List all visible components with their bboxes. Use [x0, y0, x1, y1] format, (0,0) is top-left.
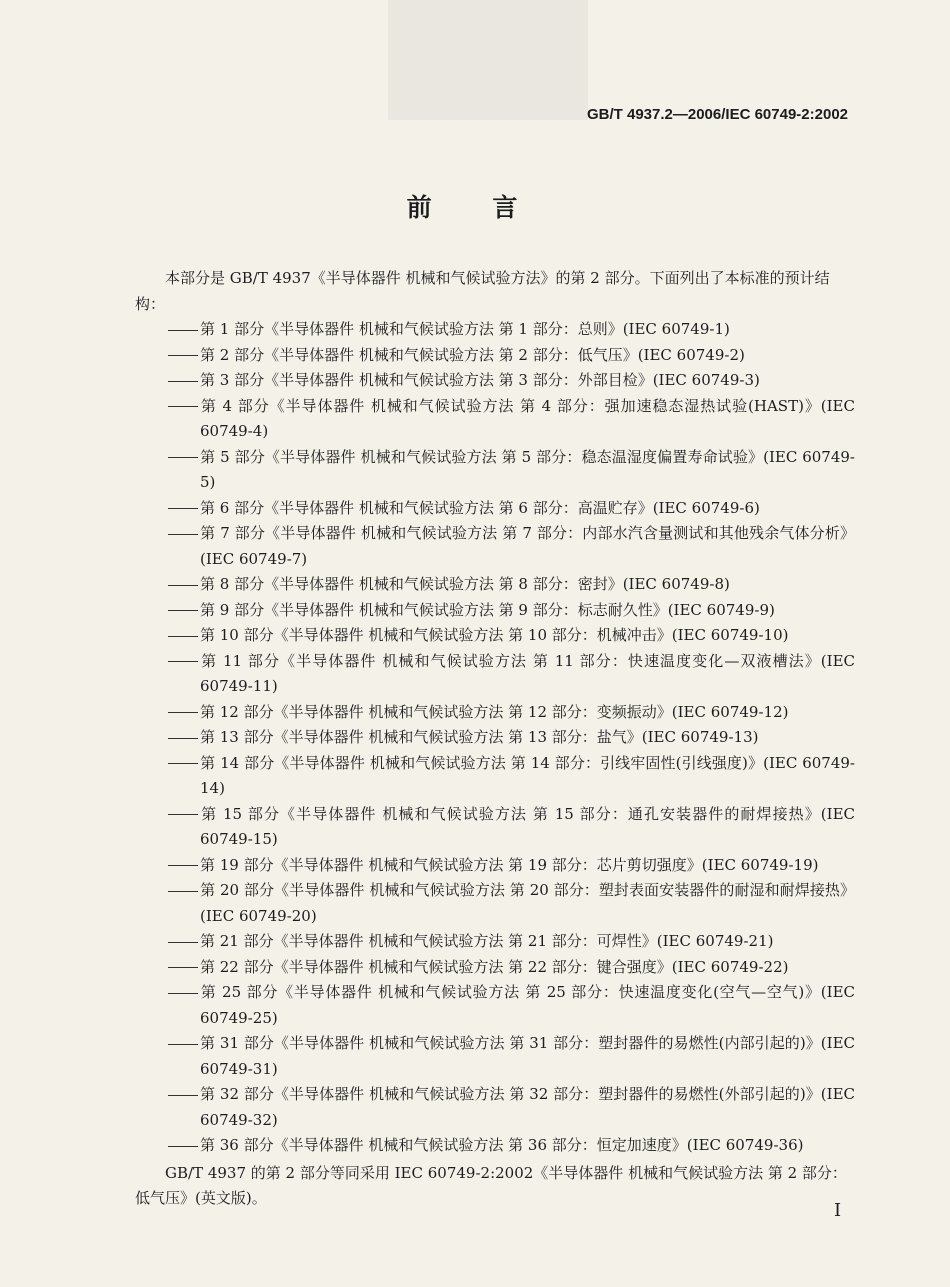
intro-paragraph: 本部分是 GB/T 4937《半导体器件 机械和气候试验方法》的第 2 部分。下面列出了本标准的预计结构：	[135, 269, 830, 313]
list-item-text: 第 5 部分《半导体器件 机械和气候试验方法 第 5 部分：稳态温湿度偏置寿命试验》(IEC 60749-5)	[200, 447, 855, 491]
dash-marker	[168, 1133, 200, 1159]
list-item	[135, 623, 855, 649]
dash-marker	[168, 751, 200, 777]
list-item-text: 第 2 部分《半导体器件 机械和气候试验方法 第 2 部分：低气压》(IEC 60749-2)	[200, 345, 745, 364]
dash-marker	[168, 649, 200, 675]
list-item	[135, 343, 855, 369]
list-item-text: 第 14 部分《半导体器件 机械和气候试验方法 第 14 部分：引线牢固性(引线强度)》(IEC 60749-14)	[200, 753, 855, 797]
dash-marker	[168, 368, 200, 394]
list-item-text: 第 6 部分《半导体器件 机械和气候试验方法 第 6 部分：高温贮存》(IEC 60749-6)	[200, 498, 760, 517]
dash-marker	[168, 929, 200, 955]
list-item	[135, 649, 855, 700]
list-item	[135, 1082, 855, 1133]
list-item	[135, 1031, 855, 1082]
dash-marker	[168, 572, 200, 598]
list-item-text: 第 9 部分《半导体器件 机械和气候试验方法 第 9 部分：标志耐久性》(IEC 60749-9)	[200, 600, 775, 619]
list-item-text: 第 13 部分《半导体器件 机械和气候试验方法 第 13 部分：盐气》(IEC 60749-13)	[200, 728, 759, 746]
list-item-text: 第 10 部分《半导体器件 机械和气候试验方法 第 10 部分：机械冲击》(IEC 60749-10)	[200, 626, 789, 644]
list-item-text: 第 1 部分《半导体器件 机械和气候试验方法 第 1 部分：总则》(IEC 60749-1)	[200, 320, 730, 338]
list-item-text: 第 21 部分《半导体器件 机械和气候试验方法 第 21 部分：可焊性》(IEC 60749-21)	[200, 932, 774, 950]
list-item-text: 第 25 部分《半导体器件 机械和气候试验方法 第 25 部分：快速温度变化(空气—空气)》(IEC 60749-25)	[200, 983, 855, 1027]
parts-list	[135, 317, 855, 1159]
list-item	[135, 598, 855, 624]
list-item	[135, 700, 855, 726]
dash-marker	[168, 343, 200, 369]
list-item-text: 第 4 部分《半导体器件 机械和气候试验方法 第 4 部分：强加速稳态湿热试验(HAST)》(IEC 60749-4)	[200, 396, 855, 440]
list-item-text: 第 36 部分《半导体器件 机械和气候试验方法 第 36 部分：恒定加速度》(IEC 60749-36)	[200, 1136, 804, 1154]
list-item	[135, 394, 855, 445]
dash-marker	[168, 394, 200, 420]
list-item	[135, 853, 855, 879]
dash-marker	[168, 955, 200, 981]
list-item	[135, 317, 855, 343]
dash-marker	[168, 853, 200, 879]
list-item	[135, 1133, 855, 1159]
dash-marker	[168, 700, 200, 726]
dash-marker	[168, 496, 200, 522]
dash-marker	[168, 521, 200, 547]
dash-marker	[168, 980, 200, 1006]
list-item-text: 第 19 部分《半导体器件 机械和气候试验方法 第 19 部分：芯片剪切强度》(IEC 60749-19)	[200, 855, 819, 874]
dash-marker	[168, 878, 200, 904]
list-item	[135, 521, 855, 572]
dash-marker	[168, 445, 200, 471]
list-item	[135, 802, 855, 853]
dash-marker	[168, 802, 200, 828]
list-item	[135, 572, 855, 598]
list-item-text: 第 12 部分《半导体器件 机械和气候试验方法 第 12 部分：变频振动》(IEC 60749-12)	[200, 702, 789, 721]
list-item	[135, 368, 855, 394]
list-item-text: 第 15 部分《半导体器件 机械和气候试验方法 第 15 部分：通孔安装器件的耐焊接热》(IEC 60749-15)	[200, 804, 855, 848]
dash-marker	[168, 317, 200, 343]
list-item-text: 第 20 部分《半导体器件 机械和气候试验方法 第 20 部分：塑封表面安装器件的耐湿和耐焊接热》(IEC 60749-20)	[200, 881, 855, 925]
paper-stain	[388, 0, 588, 120]
dash-marker	[168, 1082, 200, 1108]
list-item	[135, 980, 855, 1031]
list-item	[135, 955, 855, 981]
main-content	[135, 266, 855, 1212]
list-item-text: 第 8 部分《半导体器件 机械和气候试验方法 第 8 部分：密封》(IEC 60749-8)	[200, 575, 730, 593]
list-item-text: 第 31 部分《半导体器件 机械和气候试验方法 第 31 部分：塑封器件的易燃性(内部引起的)》(IEC 60749-31)	[200, 1034, 855, 1078]
dash-marker	[168, 598, 200, 624]
list-item	[135, 725, 855, 751]
list-item-text: 第 3 部分《半导体器件 机械和气候试验方法 第 3 部分：外部目检》(IEC 60749-3)	[200, 371, 760, 389]
page-number: I	[834, 1200, 842, 1221]
list-item	[135, 929, 855, 955]
list-item	[135, 751, 855, 802]
list-item	[135, 878, 855, 929]
list-item	[135, 445, 855, 496]
adoption-paragraph: GB/T 4937 的第 2 部分等同采用 IEC 60749-2:2002《半导体器件 机械和气候试验方法 第 2 部分：低气压》(英文版)。	[135, 1163, 847, 1207]
list-item	[135, 496, 855, 522]
list-item-text: 第 7 部分《半导体器件 机械和气候试验方法 第 7 部分：内部水汽含量测试和其他残余气体分析》(IEC 60749-7)	[200, 524, 855, 568]
dash-marker	[168, 725, 200, 751]
dash-marker	[168, 1031, 200, 1057]
standard-code: GB/T 4937.2—2006/IEC 60749-2:2002	[587, 106, 848, 123]
page-title: 前 言	[406, 193, 544, 222]
list-item-text: 第 22 部分《半导体器件 机械和气候试验方法 第 22 部分：键合强度》(IEC 60749-22)	[200, 957, 789, 976]
dash-marker	[168, 623, 200, 649]
list-item-text: 第 11 部分《半导体器件 机械和气候试验方法 第 11 部分：快速温度变化—双液槽法》(IEC 60749-11)	[200, 651, 855, 695]
list-item-text: 第 32 部分《半导体器件 机械和气候试验方法 第 32 部分：塑封器件的易燃性(外部引起的)》(IEC 60749-32)	[200, 1085, 855, 1129]
